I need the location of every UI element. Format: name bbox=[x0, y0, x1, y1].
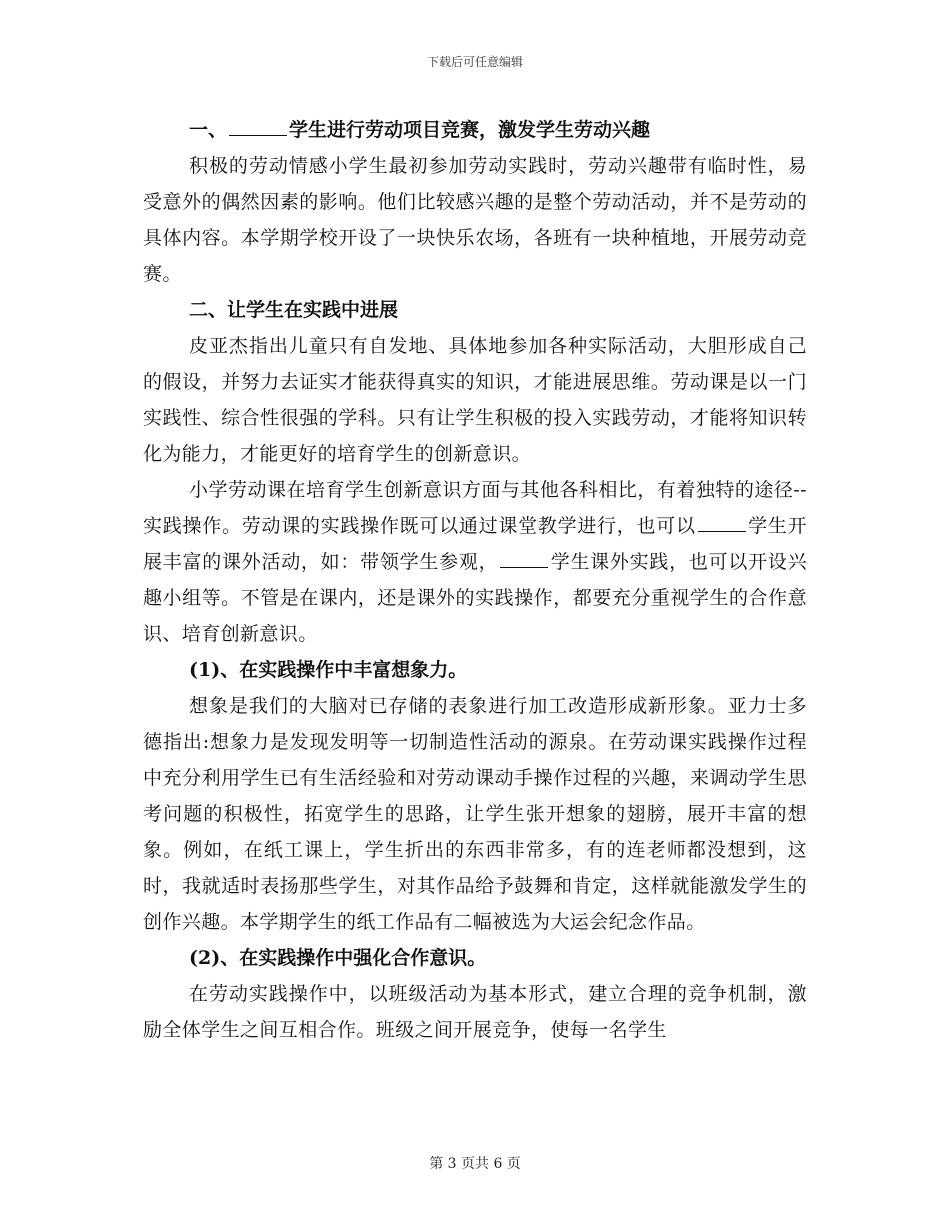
subsection-heading-2: (2)、在实践操作中强化合作意识。 bbox=[189, 947, 487, 969]
section-heading-1 bbox=[189, 112, 807, 148]
heading-text: 学生进行劳动项目竞赛，激发学生劳动兴趣 bbox=[289, 119, 651, 141]
section-heading-2: 二、让学生在实践中进展 bbox=[189, 299, 399, 321]
paragraph-3-part-1: 小学劳动课在培育学生创新意识方面与其他各科相比，有着独特的途径--实践操作。劳动课的实践操作既可以通过课堂教学进行，也可以 bbox=[143, 479, 807, 537]
paragraph-5: 在劳动实践操作中，以班级活动为基本形式，建立合理的竞争机制，激励全体学生之间互相合作。班级之间开展竞争，使每一名学生 bbox=[143, 983, 807, 1041]
paragraph-4: 想象是我们的大脑对已存储的表象进行加工改造形成新形象。亚力士多德指出:想象力是发现发明等一切制造性活动的源泉。在劳动课实践操作过程中充分利用学生已有生活经验和对劳动课动手操作过程的兴趣，来调动学生思考问题的积极性，拓宽学生的思路，让学生张开想象的翅膀，展开丰富的想象。例如，在纸工课上，学生折出的东西非常多，有的连老师都没想到，这时，我就适时表扬那些学生，对其作品给予鼓舞和肯定，这样就能激发学生的创作兴趣。本学期学生的纸工作品有二幅被选为大运会纪念作品。 bbox=[143, 695, 807, 933]
paragraph-2: 皮亚杰指出儿童只有自发地、具体地参加各种实际活动，大胆形成自己的假设，并努力去证实才能获得真实的知识，才能进展思维。劳动课是以一门实践性、综合性很强的学科。只有让学生积极的投入实践劳动，才能将知识转化为能力，才能更好的培育学生的创新意识。 bbox=[143, 335, 807, 465]
heading-prefix: 一、 bbox=[189, 119, 228, 141]
fill-in-blank bbox=[500, 549, 548, 568]
fill-in-blank bbox=[229, 117, 287, 136]
subsection-heading-1: (1)、在实践操作中丰富想象力。 bbox=[189, 659, 468, 681]
page-footer: 第 3 页共 6 页 bbox=[429, 1156, 521, 1172]
paragraph-3-part-3: 学生课外实践，也可以开设兴趣小组等。不管是在课内，还是课外的实践操作，都要充分重视学生的合作意识、培育创新意识。 bbox=[143, 551, 808, 645]
paragraph-3-part-2: 学生开展丰富的课外活动，如：带领学生参观， bbox=[143, 515, 808, 573]
document-body bbox=[143, 112, 807, 1048]
fill-in-blank bbox=[698, 513, 746, 532]
paragraph-3 bbox=[143, 472, 807, 652]
page-header: 下载后可任意编辑 bbox=[426, 55, 523, 69]
paragraph-1: 积极的劳动情感小学生最初参加劳动实践时，劳动兴趣带有临时性，易受意外的偶然因素的影响。他们比较感兴趣的是整个劳动活动，并不是劳动的具体内容。本学期学校开设了一块快乐农场，各班有一块种植地，开展劳动竞赛。 bbox=[143, 155, 807, 285]
